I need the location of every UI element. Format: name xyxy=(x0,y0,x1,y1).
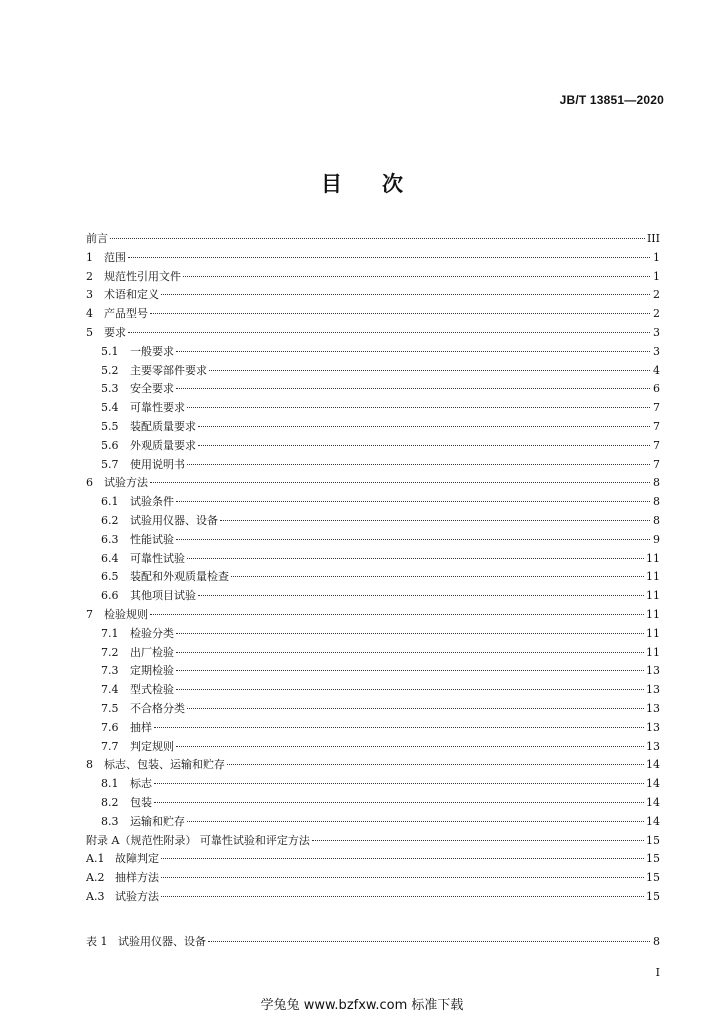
dot-leader xyxy=(198,426,650,427)
toc-entry-label: 安全要求 xyxy=(130,382,174,396)
toc-entry-label: 前言 xyxy=(86,232,108,245)
dot-leader xyxy=(183,276,650,277)
toc-entry-page: 3 xyxy=(653,325,660,339)
toc-entry-label: 产品型号 xyxy=(104,307,148,321)
toc-entry-label: 型式检验 xyxy=(130,683,174,697)
toc-entry[interactable] xyxy=(86,700,660,719)
toc-entry-page: 15 xyxy=(646,852,660,866)
toc-entry-page: 2 xyxy=(653,307,660,321)
toc-entry-label: 检验规则 xyxy=(104,607,148,621)
toc-entry[interactable] xyxy=(86,268,660,287)
dot-leader xyxy=(187,708,644,709)
toc-entry-number: 7.7 xyxy=(101,739,119,753)
toc-entry[interactable] xyxy=(86,512,660,531)
toc-entry[interactable] xyxy=(86,738,660,757)
toc-entry[interactable] xyxy=(86,230,660,249)
toc-entry-number: A.1 xyxy=(86,852,105,866)
toc-entry-number: 7.3 xyxy=(101,664,119,678)
dot-leader xyxy=(176,652,644,653)
toc-entry-number: 5.7 xyxy=(101,457,119,471)
toc-entry[interactable] xyxy=(86,850,660,869)
toc-entry-label: 标志 xyxy=(130,777,152,791)
toc-entry[interactable] xyxy=(86,832,660,851)
toc-entry[interactable] xyxy=(86,343,660,362)
toc-entry-label: 试验方法 xyxy=(115,889,159,903)
dot-leader xyxy=(209,370,650,371)
toc-entry[interactable] xyxy=(86,568,660,587)
toc-entry-label: 一般要求 xyxy=(130,344,174,358)
toc-entry-number: 5.4 xyxy=(101,401,119,415)
toc-entry-page: 14 xyxy=(646,777,660,791)
dot-leader xyxy=(154,727,644,728)
toc-entry[interactable] xyxy=(86,888,660,907)
toc-entry[interactable] xyxy=(86,418,660,437)
toc-entry-number: 7.2 xyxy=(101,645,119,659)
toc-entry-number: 7.4 xyxy=(101,683,119,697)
toc-entry[interactable] xyxy=(86,681,660,700)
toc-entry-label: 附录 A（规范性附录） 可靠性试验和评定方法 xyxy=(86,833,310,847)
dot-leader xyxy=(176,670,644,671)
toc-entry-page: 8 xyxy=(653,476,660,490)
toc-entry-number: 3 xyxy=(86,288,93,302)
toc-entry-label: 出厂检验 xyxy=(130,645,174,659)
toc-entry-number: 6.5 xyxy=(101,570,119,584)
toc-entry-page: 13 xyxy=(646,720,660,734)
toc-entry[interactable] xyxy=(86,305,660,324)
toc-entry-label: 范围 xyxy=(104,250,126,264)
toc-entry-number: A.2 xyxy=(86,871,105,885)
toc-entry-label: 可靠性试验 xyxy=(130,551,185,565)
toc-entry[interactable] xyxy=(86,474,660,493)
toc-entry-label: 性能试验 xyxy=(130,532,174,546)
toc-entry-label: 规范性引用文件 xyxy=(104,269,181,283)
toc-entry-number: 7.1 xyxy=(101,626,119,640)
toc-entry[interactable] xyxy=(86,813,660,832)
dot-leader xyxy=(154,802,644,803)
toc-entry-page: 13 xyxy=(646,683,660,697)
toc-entry-number: 7 xyxy=(86,607,93,621)
toc-entry-page: 11 xyxy=(646,607,660,621)
page-title xyxy=(0,168,724,198)
title-char-2: 次 xyxy=(382,171,403,196)
toc-entry-number: 7.5 xyxy=(101,701,119,715)
dot-leader xyxy=(176,501,650,502)
toc-entry-number: 5.3 xyxy=(101,382,119,396)
toc-entry-page: 8 xyxy=(653,495,660,509)
dot-leader xyxy=(187,464,650,465)
toc-entry-number: A.3 xyxy=(86,889,105,903)
dot-leader xyxy=(150,482,650,483)
toc-entry-number: 6.6 xyxy=(101,589,119,603)
dot-leader xyxy=(312,840,644,841)
toc-entry[interactable] xyxy=(86,644,660,663)
dot-leader xyxy=(154,783,644,784)
toc-entry-page: 15 xyxy=(646,889,660,903)
toc-entry-number: 8.1 xyxy=(101,777,119,791)
dot-leader xyxy=(198,595,644,596)
dot-leader xyxy=(220,520,650,521)
list-of-tables xyxy=(86,933,660,952)
page-number: I xyxy=(655,966,660,979)
toc-entry-page: 8 xyxy=(653,935,660,948)
toc-entry[interactable] xyxy=(86,775,660,794)
dot-leader xyxy=(176,539,650,540)
toc-entry-label: 抽样 xyxy=(130,720,152,734)
toc-entry-number: 2 xyxy=(86,269,93,283)
dot-leader xyxy=(150,614,644,615)
toc-entry-number: 8 xyxy=(86,758,93,772)
toc-entry-page: 8 xyxy=(653,513,660,527)
toc-entry-number: 8.3 xyxy=(101,814,119,828)
toc-entry-page: 14 xyxy=(646,795,660,809)
footer-watermark: 学兔兔 www.bzfxw.com 标准下载 xyxy=(260,998,464,1013)
toc-entry-page: 6 xyxy=(653,382,660,396)
toc-entry-page: 7 xyxy=(653,419,660,433)
toc-entry-page: 4 xyxy=(653,363,660,377)
table-of-contents xyxy=(86,230,660,907)
dot-leader xyxy=(128,257,650,258)
title-char-1: 目 xyxy=(321,171,342,196)
dot-leader xyxy=(187,821,644,822)
toc-entry-page: 13 xyxy=(646,739,660,753)
toc-entry-number: 6.2 xyxy=(101,513,119,527)
toc-entry-page: 14 xyxy=(646,758,660,772)
toc-entry[interactable] xyxy=(86,286,660,305)
toc-entry[interactable] xyxy=(86,606,660,625)
toc-entry[interactable] xyxy=(86,662,660,681)
dot-leader xyxy=(150,313,650,314)
dot-leader xyxy=(227,764,644,765)
toc-entry-label: 装配和外观质量检查 xyxy=(130,570,229,584)
toc-entry-number: 5 xyxy=(86,325,93,339)
toc-entry-label: 要求 xyxy=(104,325,126,339)
toc-entry-number: 1 xyxy=(86,250,93,264)
toc-entry[interactable] xyxy=(86,437,660,456)
toc-entry-label: 判定规则 xyxy=(130,739,174,753)
toc-entry[interactable] xyxy=(86,933,660,952)
dot-leader xyxy=(187,407,650,408)
toc-entry-label: 主要零部件要求 xyxy=(130,363,207,377)
toc-entry[interactable] xyxy=(86,362,660,381)
dot-leader xyxy=(161,896,644,897)
toc-entry-page: 7 xyxy=(653,401,660,415)
toc-entry[interactable] xyxy=(86,719,660,738)
toc-entry-label: 不合格分类 xyxy=(130,701,185,715)
dot-leader xyxy=(176,689,644,690)
toc-entry-number: 表 1 xyxy=(86,935,108,948)
toc-entry-label: 定期检验 xyxy=(130,664,174,678)
toc-entry-page: 1 xyxy=(653,250,660,264)
toc-entry-number: 7.6 xyxy=(101,720,119,734)
toc-entry-page: 15 xyxy=(646,833,660,847)
toc-entry-page: 1 xyxy=(653,269,660,283)
toc-entry-number: 6.4 xyxy=(101,551,119,565)
toc-entry-number: 6 xyxy=(86,476,93,490)
toc-entry-label: 试验方法 xyxy=(104,476,148,490)
toc-entry-number: 5.6 xyxy=(101,438,119,452)
toc-entry[interactable] xyxy=(86,493,660,512)
dot-leader xyxy=(231,576,644,577)
dot-leader xyxy=(198,445,650,446)
toc-entry-page: 7 xyxy=(653,438,660,452)
toc-entry-page: 14 xyxy=(646,814,660,828)
toc-entry-page: 11 xyxy=(646,570,660,584)
dot-leader xyxy=(176,388,650,389)
toc-entry-page: 11 xyxy=(646,589,660,603)
toc-entry-label: 故障判定 xyxy=(115,852,159,866)
toc-entry[interactable] xyxy=(86,249,660,268)
toc-entry-label: 检验分类 xyxy=(130,626,174,640)
toc-entry[interactable] xyxy=(86,756,660,775)
toc-entry-number: 5.2 xyxy=(101,363,119,377)
toc-entry-page: 9 xyxy=(653,532,660,546)
toc-entry-page: 11 xyxy=(646,645,660,659)
toc-entry-label: 外观质量要求 xyxy=(130,438,196,452)
toc-entry-label: 装配质量要求 xyxy=(130,419,196,433)
toc-entry[interactable] xyxy=(86,399,660,418)
toc-entry[interactable] xyxy=(86,324,660,343)
toc-entry[interactable] xyxy=(86,794,660,813)
dot-leader xyxy=(176,633,644,634)
toc-entry-page: 3 xyxy=(653,344,660,358)
toc-entry-label: 术语和定义 xyxy=(104,288,159,302)
toc-entry[interactable] xyxy=(86,550,660,569)
toc-entry[interactable] xyxy=(86,456,660,475)
toc-entry-label: 可靠性要求 xyxy=(130,401,185,415)
standard-code: JB/T 13851—2020 xyxy=(559,93,664,107)
toc-entry-number: 6.1 xyxy=(101,495,119,509)
toc-entry-page: III xyxy=(646,232,660,245)
toc-entry-label: 其他项目试验 xyxy=(130,589,196,603)
toc-entry-label: 运输和贮存 xyxy=(130,814,185,828)
toc-entry-page: 11 xyxy=(646,626,660,640)
dot-leader xyxy=(176,351,650,352)
toc-entry-label: 试验条件 xyxy=(130,495,174,509)
toc-entry[interactable] xyxy=(86,531,660,550)
toc-entry-page: 15 xyxy=(646,871,660,885)
dot-leader xyxy=(161,294,650,295)
toc-entry-number: 5.1 xyxy=(101,344,119,358)
dot-leader xyxy=(161,877,644,878)
toc-entry-number: 6.3 xyxy=(101,532,119,546)
dot-leader xyxy=(128,332,650,333)
toc-entry-number: 5.5 xyxy=(101,419,119,433)
toc-entry-page: 11 xyxy=(646,551,660,565)
toc-entry-number: 4 xyxy=(86,307,93,321)
dot-leader xyxy=(187,558,644,559)
toc-entry[interactable] xyxy=(86,869,660,888)
toc-entry-label: 试验用仪器、设备 xyxy=(118,935,206,948)
toc-entry-page: 2 xyxy=(653,288,660,302)
dot-leader xyxy=(161,858,644,859)
toc-entry-label: 标志、包装、运输和贮存 xyxy=(104,758,225,772)
toc-entry-page: 7 xyxy=(653,457,660,471)
dot-leader xyxy=(176,746,644,747)
toc-entry-page: 13 xyxy=(646,664,660,678)
dot-leader xyxy=(110,238,645,239)
toc-entry-label: 包装 xyxy=(130,795,152,809)
toc-entry[interactable] xyxy=(86,587,660,606)
toc-entry-label: 试验用仪器、设备 xyxy=(130,513,218,527)
toc-entry-number: 8.2 xyxy=(101,795,119,809)
dot-leader xyxy=(208,941,650,942)
toc-entry-label: 使用说明书 xyxy=(130,457,185,471)
toc-entry[interactable] xyxy=(86,380,660,399)
toc-entry[interactable] xyxy=(86,625,660,644)
toc-entry-page: 13 xyxy=(646,701,660,715)
toc-entry-label: 抽样方法 xyxy=(115,871,159,885)
